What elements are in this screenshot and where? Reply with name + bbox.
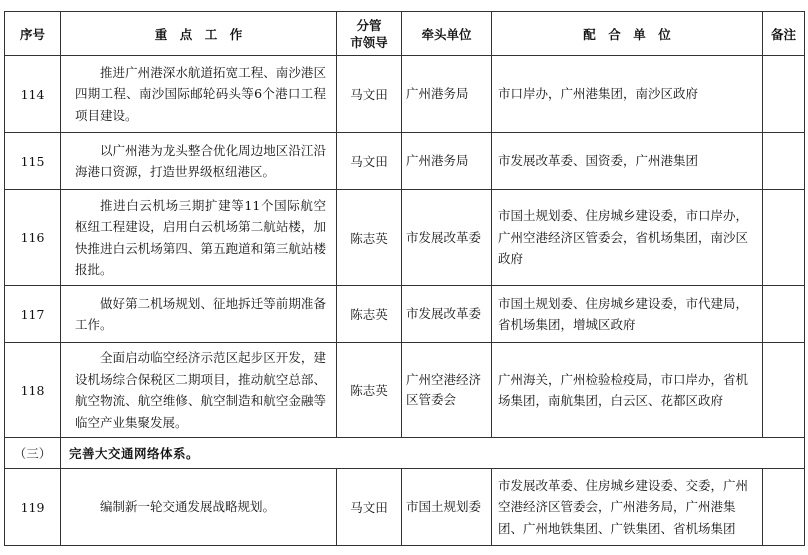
header-leader-line2: 市领导 <box>350 34 388 50</box>
header-leader-line1: 分管 <box>356 17 382 33</box>
table-row <box>5 190 805 286</box>
row-task <box>61 133 337 190</box>
row-coop: 广州海关，广州检验检疫局，市口岸办，省机场集团，南航集团，白云区、花都区政府 <box>492 343 763 438</box>
row-task-text: 做好第二机场规划、征地拆迁等前期准备工作。 <box>75 295 326 332</box>
key-work-table <box>4 11 805 546</box>
row-coop: 市口岸办，广州港集团，南沙区政府 <box>492 56 763 133</box>
row-note <box>763 56 805 133</box>
header-note: 备注 <box>763 12 805 56</box>
row-num: 116 <box>5 190 61 286</box>
header-coop: 配 合 单 位 <box>492 12 763 56</box>
row-num: 117 <box>5 286 61 343</box>
table-row <box>5 469 805 546</box>
row-dept: 广州空港经济区管委会 <box>402 343 492 438</box>
row-coop: 市发展改革委、住房城乡建设委、交委，广州空港经济区管委会，广州港务局，广州港集团、广州地铁集团、广铁集团、省机场集团 <box>492 469 763 546</box>
row-leader: 陈志英 <box>337 190 402 286</box>
row-task <box>61 343 337 438</box>
row-task-text: 推进白云机场三期扩建等11个国际航空枢纽工程建设，启用白云机场第二航站楼，加快推进白云机场第四、第五跑道和第三航站楼报批。 <box>75 197 326 277</box>
row-leader: 马文田 <box>337 56 402 133</box>
table-row <box>5 133 805 190</box>
row-note <box>763 343 805 438</box>
header-leader <box>337 12 402 56</box>
row-dept: 市国土规划委 <box>402 469 492 546</box>
row-coop: 市国土规划委、住房城乡建设委，市口岸办，广州空港经济区管委会，省机场集团，南沙区政府 <box>492 190 763 286</box>
header-task: 重 点 工 作 <box>61 12 337 56</box>
row-leader: 马文田 <box>337 469 402 546</box>
table-row <box>5 343 805 438</box>
row-num: 119 <box>5 469 61 546</box>
row-task <box>61 190 337 286</box>
row-dept: 广州港务局 <box>402 133 492 190</box>
row-dept: 市发展改革委 <box>402 286 492 343</box>
row-task-text: 推进广州港深水航道拓宽工程、南沙港区四期工程、南沙国际邮轮码头等6个港口工程项目建设。 <box>75 64 326 123</box>
row-note <box>763 469 805 546</box>
row-leader: 马文田 <box>337 133 402 190</box>
row-coop: 市国土规划委、住房城乡建设委，市代建局，省机场集团，增城区政府 <box>492 286 763 343</box>
section-num: （三） <box>5 438 61 469</box>
row-task <box>61 56 337 133</box>
row-task-text: 以广州港为龙头整合优化周边地区沿江沿海港口资源，打造世界级枢纽港区。 <box>75 142 326 179</box>
row-num: 115 <box>5 133 61 190</box>
row-task-text: 全面启动临空经济示范区起步区开发，建设机场综合保税区二期项目，推动航空总部、航空物流、航空维修、航空制造和航空金融等临空产业集聚发展。 <box>75 350 326 430</box>
row-task-text: 编制新一轮交通发展战略规划。 <box>100 499 276 515</box>
row-note <box>763 190 805 286</box>
row-dept: 广州港务局 <box>402 56 492 133</box>
header-num: 序号 <box>5 12 61 56</box>
row-task <box>61 469 337 546</box>
header-dept: 牵头单位 <box>402 12 492 56</box>
section-title: 完善大交通网络体系。 <box>61 438 805 469</box>
table-row <box>5 286 805 343</box>
row-note <box>763 286 805 343</box>
row-coop: 市发展改革委、国资委，广州港集团 <box>492 133 763 190</box>
row-note <box>763 133 805 190</box>
row-leader: 陈志英 <box>337 286 402 343</box>
row-leader: 陈志英 <box>337 343 402 438</box>
table-header-row <box>5 12 805 56</box>
section-row <box>5 438 805 469</box>
row-num: 118 <box>5 343 61 438</box>
row-dept: 市发展改革委 <box>402 190 492 286</box>
row-num: 114 <box>5 56 61 133</box>
row-task <box>61 286 337 343</box>
table-row <box>5 56 805 133</box>
